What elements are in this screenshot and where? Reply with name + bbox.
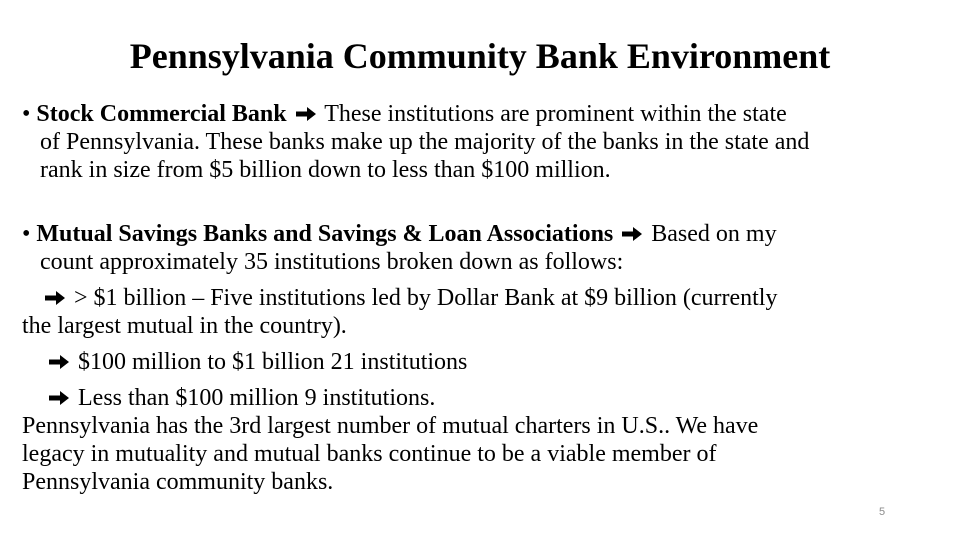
sub2-text: $100 million to $1 billion 21 institutions — [78, 349, 468, 375]
sub-item-over-1-billion — [22, 284, 947, 340]
sub-item-100-million-to-1-billion — [22, 348, 947, 376]
page-number: 5 — [878, 506, 886, 518]
bullet1-line2: of Pennsylvania. These banks make up the majority of the banks in the state and — [40, 129, 810, 155]
closing-paragraph — [22, 412, 947, 496]
right-arrow-icon — [44, 290, 66, 306]
sub1-line1: > $1 billion – Five institutions led by Dollar Bank at $9 billion (currently — [74, 285, 778, 311]
right-arrow-icon — [48, 354, 70, 370]
bullet-mutual-savings-banks — [22, 220, 947, 276]
bullet-stock-commercial-bank — [22, 100, 947, 184]
bullet1-text: These institutions are prominent within the state — [324, 101, 787, 127]
slide-body — [22, 100, 947, 496]
bullet1-heading: Stock Commercial Bank — [36, 101, 287, 127]
right-arrow-icon — [621, 226, 643, 242]
bullet1-line3: rank in size from $5 billion down to less than $100 million. — [40, 157, 611, 183]
bullet2-text: Based on my — [651, 221, 777, 247]
closing-line3: Pennsylvania community banks. — [22, 469, 334, 495]
closing-line1: Pennsylvania has the 3rd largest number of mutual charters in U.S.. We have — [22, 413, 759, 439]
bullet2-heading: Mutual Savings Banks and Savings & Loan Associations — [36, 221, 614, 247]
slide-title: Pennsylvania Community Bank Environment — [129, 36, 831, 76]
bullet2-line2: count approximately 35 institutions broken down as follows: — [40, 249, 624, 275]
sub-item-less-than-100-million — [22, 384, 947, 412]
right-arrow-icon — [48, 390, 70, 406]
sub1-line2: the largest mutual in the country). — [22, 313, 347, 339]
closing-line2: legacy in mutuality and mutual banks continue to be a viable member of — [22, 441, 717, 467]
bullet-marker: • — [22, 221, 31, 247]
sub3-text: Less than $100 million 9 institutions. — [78, 385, 436, 411]
bullet-marker: • — [22, 101, 31, 127]
right-arrow-icon — [295, 106, 317, 122]
